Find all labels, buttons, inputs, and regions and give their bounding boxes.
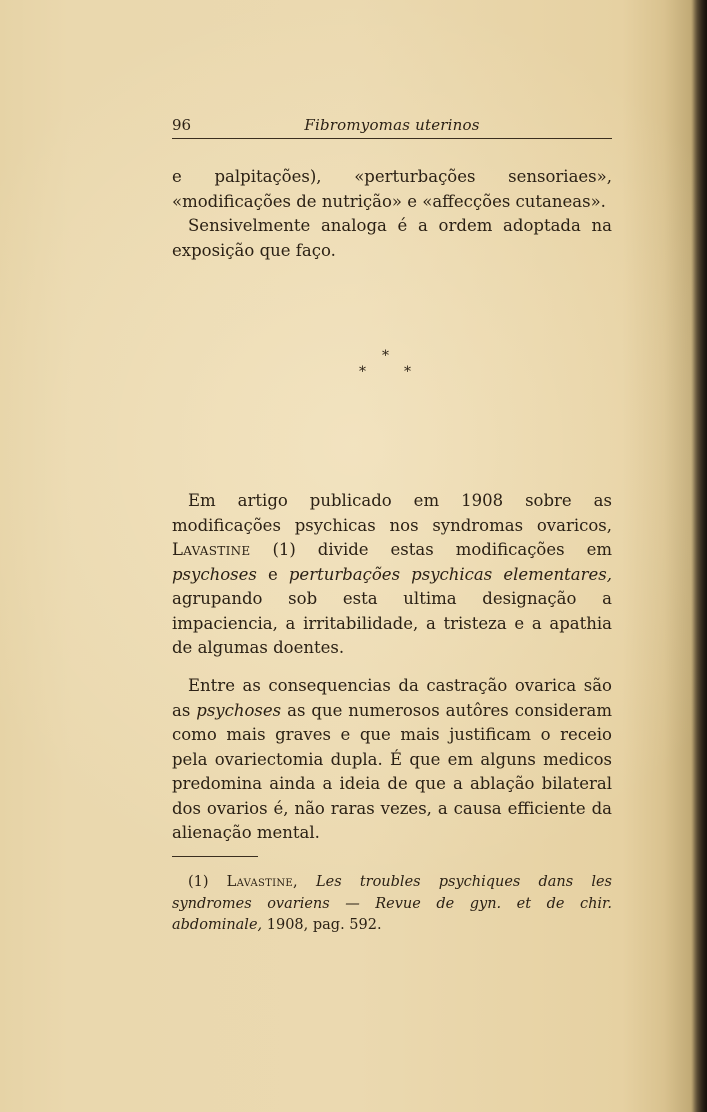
p2-italic-perturbacoes: perturbações psychicas elementares, <box>288 564 612 584</box>
paragraph-2 <box>172 489 612 661</box>
page-number: 96 <box>172 116 192 134</box>
p2-text-2: (1) divide estas modificações em <box>250 540 612 559</box>
footnote-title: Les troubles psychiques dans les syndromes ovariens — Revue de gyn. et de chir. abdominale, <box>172 874 612 933</box>
asterism-star-right: * <box>404 364 411 380</box>
paragraph-3 <box>172 674 612 846</box>
paragraph-2-text <box>172 489 612 661</box>
paragraph-1 <box>172 165 612 263</box>
p3-text-1: Entre as consequencias da castração ovarica são as <box>172 676 612 720</box>
p3-text-2: as que numerosos autôres consideram como mais graves e que mais justificam o receio pela ovariectomia dupla. É que em alguns medicos predomina ainda a ideia de que a ablação bilateral dos ovarios é, não raras vezes, a causa efficiente da alienação mental. <box>172 700 612 842</box>
asterism-star-left: * <box>359 364 366 380</box>
footnote-text <box>172 872 612 937</box>
footnote-rule <box>172 856 258 857</box>
p2-author: Lavastine <box>172 540 251 559</box>
p2-text-4: agrupando sob esta ultima designação a impaciencia, a irritabilidade, a tristeza e a apathia de algumas doentes. <box>172 589 612 657</box>
p3-italic-psychoses: psychoses <box>196 700 282 720</box>
p2-text-1: Em artigo publicado em 1908 sobre as modificações psychicas nos syndromas ovaricos, <box>172 491 612 535</box>
running-title: Fibromyomas uterinos <box>304 116 480 134</box>
p2-italic-psychoses: psychoses <box>172 564 257 584</box>
running-head <box>172 116 612 139</box>
asterism-ornament <box>355 348 425 388</box>
paragraph-1-continuation: e palpitações), «perturbações sensoriaes», «modificações de nutrição» e «affecções cutaneas». <box>172 167 612 211</box>
footnote <box>172 872 612 937</box>
book-spine-shadow <box>691 0 707 1112</box>
footnote-author: Lavastine, <box>226 874 298 890</box>
asterism-star-top: * <box>382 348 389 364</box>
paragraph-3-text <box>172 674 612 846</box>
footnote-mark: (1) <box>188 874 227 890</box>
paragraph-1-second-sentence: Sensivelmente analoga é a ordem adoptada na exposição que faço. <box>172 216 612 260</box>
p2-text-3: e <box>256 564 289 584</box>
footnote-rest: 1908, pag. 592. <box>262 917 382 933</box>
